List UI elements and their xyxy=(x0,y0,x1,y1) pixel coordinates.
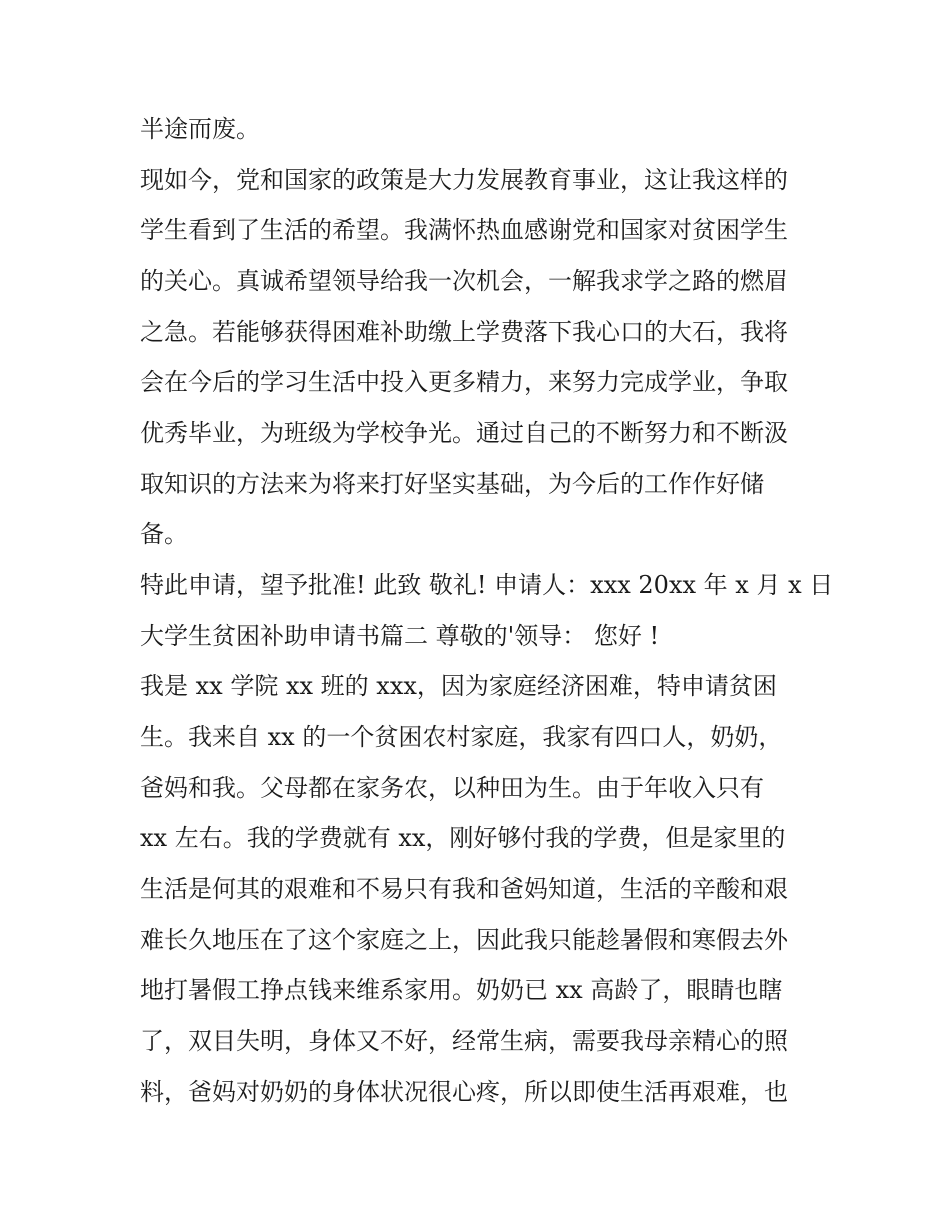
text-line-10: 特此申请，望予批准! 此致 敬礼! 申请人：xxx 20xx 年 x 月 x 日 xyxy=(140,571,834,599)
text-line-7: 优秀毕业，为班级为学校争光。通过自己的不断努力和不断汲 xyxy=(140,419,788,447)
text-line-8: 取知识的方法来为将来打好坚实基础，为今后的工作作好储 xyxy=(140,470,764,498)
text-line-11: 大学生贫困补助申请书篇二 尊敬的'领导： 您好 ! xyxy=(140,622,660,650)
text-line-4: 的关心。真诚希望领导给我一次机会，一解我求学之路的燃眉 xyxy=(140,267,788,295)
text-line-16: 生活是何其的艰难和不易只有我和爸妈知道，生活的辛酸和艰 xyxy=(140,875,788,903)
text-line-2: 现如今，党和国家的政策是大力发展教育事业，这让我这样的 xyxy=(140,166,788,194)
text-line-3: 学生看到了生活的希望。我满怀热血感谢党和国家对贫困学生 xyxy=(140,216,788,244)
text-line-6: 会在今后的学习生活中投入更多精力，来努力完成学业，争取 xyxy=(140,368,788,396)
text-line-9: 备。 xyxy=(140,520,188,548)
text-line-5: 之急。若能够获得困难补助缴上学费落下我心口的大石，我将 xyxy=(140,318,788,346)
text-line-13: 生。我来自 xx 的一个贫困农村家庭，我家有四口人，奶奶， xyxy=(140,723,783,751)
text-line-12: 我是 xx 学院 xx 班的 xxx，因为家庭经济困难，特申请贫困 xyxy=(140,672,777,700)
text-line-20: 料，爸妈对奶奶的身体状况很心疼，所以即使生活再艰难，也 xyxy=(140,1078,788,1106)
text-line-19: 了，双目失明，身体又不好，经常生病，需要我母亲精心的照 xyxy=(140,1027,788,1055)
text-line-17: 难长久地压在了这个家庭之上，因此我只能趁暑假和寒假去外 xyxy=(140,926,788,954)
text-line-15: xx 左右。我的学费就有 xx，刚好够付我的学费，但是家里的 xyxy=(140,824,786,852)
text-line-1: 半途而废。 xyxy=(140,115,260,143)
text-line-14: 爸妈和我。父母都在家务农，以种田为生。由于年收入只有 xyxy=(140,774,764,802)
text-line-18: 地打暑假工挣点钱来维系家用。奶奶已 xx 高龄了，眼睛也瞎 xyxy=(140,976,783,1004)
